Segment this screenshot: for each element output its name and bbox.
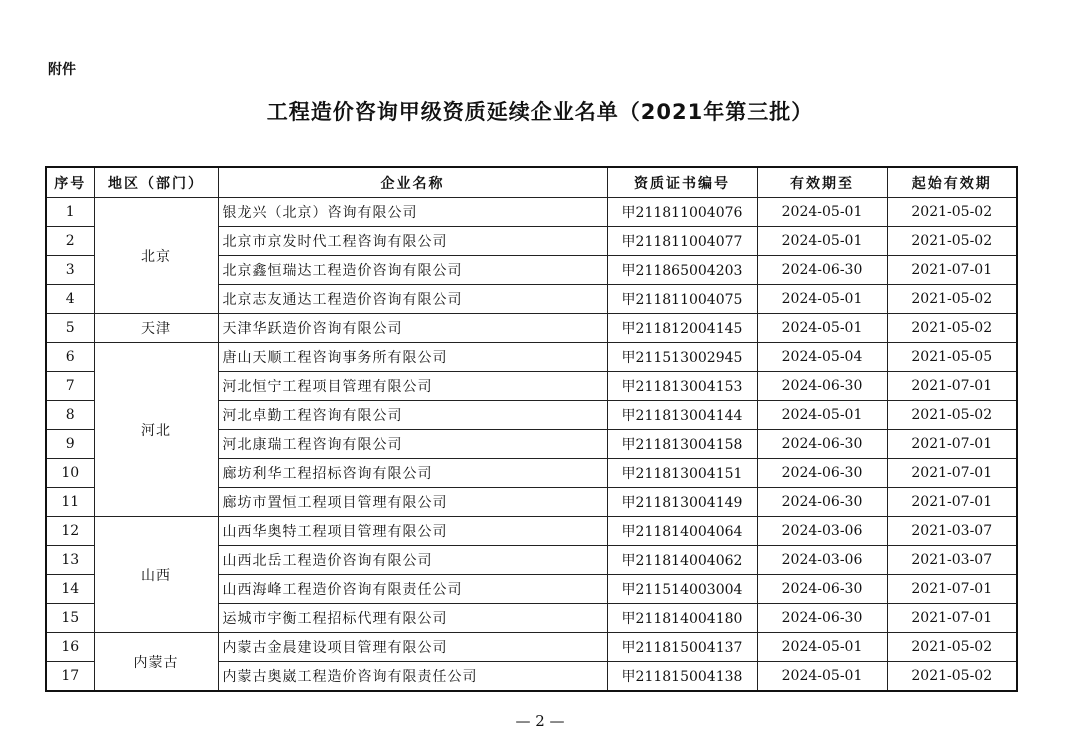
cell-region-tianjin: 天津 xyxy=(94,314,218,343)
cell-valid-until: 2024-06-30 xyxy=(757,575,887,604)
cell-valid-until: 2024-05-01 xyxy=(757,198,887,227)
header-region: 地区（部门） xyxy=(94,167,218,198)
cell-cert: 甲211814004180 xyxy=(607,604,757,633)
cell-cert: 甲211865004203 xyxy=(607,256,757,285)
cell-start: 2021-03-07 xyxy=(887,546,1017,575)
cell-valid-until: 2024-06-30 xyxy=(757,488,887,517)
header-cert: 资质证书编号 xyxy=(607,167,757,198)
cell-valid-until: 2024-05-01 xyxy=(757,285,887,314)
header-valid-until: 有效期至 xyxy=(757,167,887,198)
cell-valid-until: 2024-05-01 xyxy=(757,633,887,662)
cell-start: 2021-07-01 xyxy=(887,256,1017,285)
cell-valid-until: 2024-06-30 xyxy=(757,604,887,633)
cell-seq: 10 xyxy=(46,459,94,488)
company-table xyxy=(45,166,1018,692)
cell-seq: 1 xyxy=(46,198,94,227)
cell-cert: 甲211813004149 xyxy=(607,488,757,517)
cell-cert: 甲211815004137 xyxy=(607,633,757,662)
table-row xyxy=(46,314,1017,343)
cell-company: 河北卓勤工程咨询有限公司 xyxy=(218,401,607,430)
cell-seq: 13 xyxy=(46,546,94,575)
cell-valid-until: 2024-03-06 xyxy=(757,546,887,575)
cell-start: 2021-07-01 xyxy=(887,459,1017,488)
cell-cert: 甲211813004158 xyxy=(607,430,757,459)
table-row xyxy=(46,517,1017,546)
attachment-label: 附件 xyxy=(48,62,76,78)
cell-cert: 甲211813004153 xyxy=(607,372,757,401)
cell-cert: 甲211811004076 xyxy=(607,198,757,227)
cell-company: 河北康瑞工程咨询有限公司 xyxy=(218,430,607,459)
cell-start: 2021-03-07 xyxy=(887,517,1017,546)
cell-company: 廊坊利华工程招标咨询有限公司 xyxy=(218,459,607,488)
cell-start: 2021-07-01 xyxy=(887,604,1017,633)
cell-start: 2021-07-01 xyxy=(887,430,1017,459)
cell-start: 2021-05-02 xyxy=(887,633,1017,662)
cell-start: 2021-05-05 xyxy=(887,343,1017,372)
cell-region-beijing: 北京 xyxy=(94,198,218,314)
cell-start: 2021-07-01 xyxy=(887,488,1017,517)
cell-valid-until: 2024-05-04 xyxy=(757,343,887,372)
cell-region-hebei: 河北 xyxy=(94,343,218,517)
cell-cert: 甲211811004077 xyxy=(607,227,757,256)
cell-cert: 甲211513002945 xyxy=(607,343,757,372)
cell-start: 2021-07-01 xyxy=(887,372,1017,401)
cell-seq: 14 xyxy=(46,575,94,604)
page-number: — 2 — xyxy=(515,712,565,730)
cell-cert: 甲211815004138 xyxy=(607,662,757,692)
header-start: 起始有效期 xyxy=(887,167,1017,198)
cell-region-shanxi: 山西 xyxy=(94,517,218,633)
cell-start: 2021-05-02 xyxy=(887,227,1017,256)
cell-seq: 5 xyxy=(46,314,94,343)
cell-company: 内蒙古奥崴工程造价咨询有限责任公司 xyxy=(218,662,607,692)
cell-company: 廊坊市置恒工程项目管理有限公司 xyxy=(218,488,607,517)
cell-seq: 17 xyxy=(46,662,94,692)
cell-seq: 8 xyxy=(46,401,94,430)
cell-seq: 9 xyxy=(46,430,94,459)
cell-seq: 4 xyxy=(46,285,94,314)
cell-valid-until: 2024-06-30 xyxy=(757,256,887,285)
cell-start: 2021-05-02 xyxy=(887,314,1017,343)
document-title: 工程造价咨询甲级资质延续企业名单（2021年第三批） xyxy=(266,100,814,124)
cell-start: 2021-07-01 xyxy=(887,575,1017,604)
cell-company: 北京市京发时代工程咨询有限公司 xyxy=(218,227,607,256)
cell-seq: 7 xyxy=(46,372,94,401)
cell-valid-until: 2024-06-30 xyxy=(757,372,887,401)
cell-cert: 甲211814004062 xyxy=(607,546,757,575)
cell-company: 河北恒宁工程项目管理有限公司 xyxy=(218,372,607,401)
table-row xyxy=(46,633,1017,662)
cell-company: 运城市宇衡工程招标代理有限公司 xyxy=(218,604,607,633)
cell-valid-until: 2024-06-30 xyxy=(757,430,887,459)
table-row xyxy=(46,198,1017,227)
cell-start: 2021-05-02 xyxy=(887,285,1017,314)
cell-cert: 甲211514003004 xyxy=(607,575,757,604)
cell-company: 山西华奥特工程项目管理有限公司 xyxy=(218,517,607,546)
cell-valid-until: 2024-03-06 xyxy=(757,517,887,546)
cell-company: 北京鑫恒瑞达工程造价咨询有限公司 xyxy=(218,256,607,285)
cell-seq: 15 xyxy=(46,604,94,633)
table-row xyxy=(46,343,1017,372)
cell-company: 银龙兴（北京）咨询有限公司 xyxy=(218,198,607,227)
cell-start: 2021-05-02 xyxy=(887,401,1017,430)
header-seq: 序号 xyxy=(46,167,94,198)
cell-seq: 16 xyxy=(46,633,94,662)
cell-cert: 甲211812004145 xyxy=(607,314,757,343)
cell-valid-until: 2024-06-30 xyxy=(757,459,887,488)
cell-cert: 甲211814004064 xyxy=(607,517,757,546)
cell-company: 北京志友通达工程造价咨询有限公司 xyxy=(218,285,607,314)
table-header-row xyxy=(46,167,1017,198)
cell-valid-until: 2024-05-01 xyxy=(757,401,887,430)
cell-cert: 甲211813004151 xyxy=(607,459,757,488)
cell-cert: 甲211811004075 xyxy=(607,285,757,314)
cell-start: 2021-05-02 xyxy=(887,198,1017,227)
cell-start: 2021-05-02 xyxy=(887,662,1017,692)
cell-seq: 3 xyxy=(46,256,94,285)
cell-valid-until: 2024-05-01 xyxy=(757,227,887,256)
cell-seq: 2 xyxy=(46,227,94,256)
cell-seq: 11 xyxy=(46,488,94,517)
cell-company: 唐山天顺工程咨询事务所有限公司 xyxy=(218,343,607,372)
cell-cert: 甲211813004144 xyxy=(607,401,757,430)
cell-company: 山西北岳工程造价咨询有限公司 xyxy=(218,546,607,575)
header-company: 企业名称 xyxy=(218,167,607,198)
cell-seq: 12 xyxy=(46,517,94,546)
cell-valid-until: 2024-05-01 xyxy=(757,662,887,692)
cell-valid-until: 2024-05-01 xyxy=(757,314,887,343)
cell-seq: 6 xyxy=(46,343,94,372)
cell-company: 天津华跃造价咨询有限公司 xyxy=(218,314,607,343)
cell-region-neimenggu: 内蒙古 xyxy=(94,633,218,692)
cell-company: 山西海峰工程造价咨询有限责任公司 xyxy=(218,575,607,604)
cell-company: 内蒙古金晨建设项目管理有限公司 xyxy=(218,633,607,662)
